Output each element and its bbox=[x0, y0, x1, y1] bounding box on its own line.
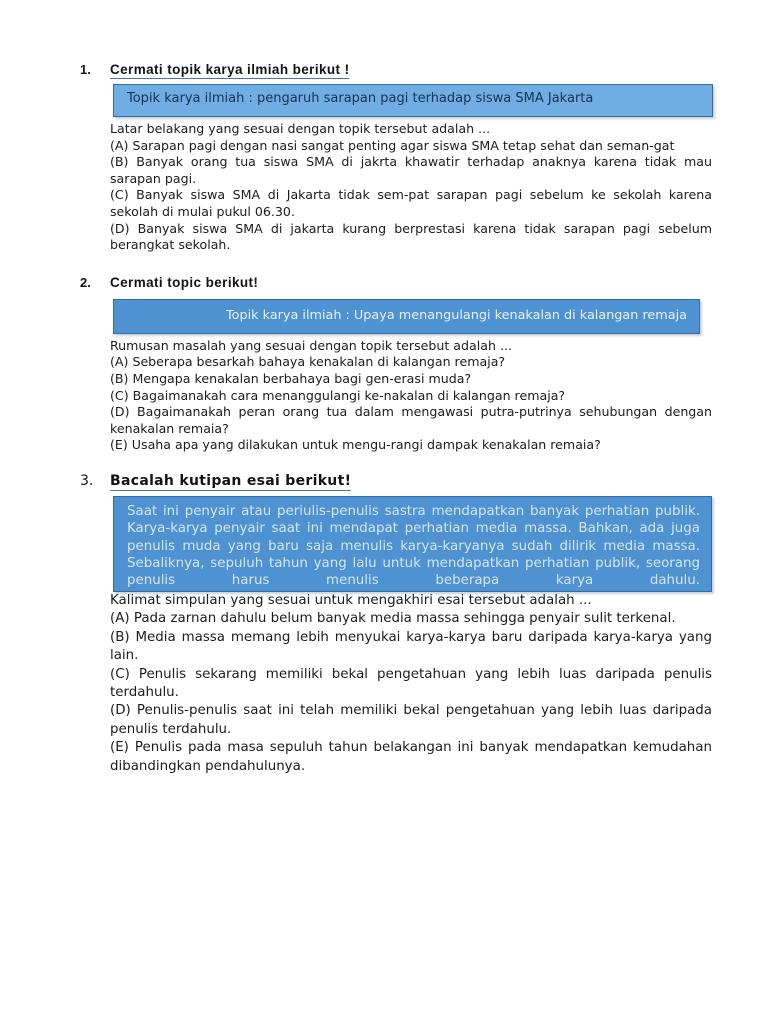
question-2-topic-callout bbox=[113, 299, 700, 334]
question-block-3 bbox=[80, 473, 712, 776]
question-2-heading bbox=[80, 275, 712, 290]
question-3-option-e: (E) Penulis pada masa sepuluh tahun belakangan ini banyak mendapatkan kemudahan dibandingkan pendahulunya. bbox=[110, 740, 712, 774]
question-2-option-b: (B) Mengapa kenakalan berbahaya bagi gen-erasi muda? bbox=[110, 370, 472, 386]
question-1-topic-text: Topik karya ilmiah : pengaruh sarapan pagi terhadap siswa SMA Jakarta bbox=[127, 91, 594, 106]
question-1-topic-callout bbox=[113, 84, 713, 117]
question-2-title: Cermati topic berikut! bbox=[110, 274, 259, 290]
question-2-option-e: (E) Usaha apa yang dilakukan untuk mengu-rangi dampak kenakalan remaia? bbox=[110, 437, 601, 453]
question-3-essay-text: Saat ini penyair atau periulis-penulis sastra mendapatkan banyak perhatian publik. Karya-karya penyair saat ini mendapat perhatian media massa. Bahkan, ada juga penulis muda yang baru saja menulis karya-karyanya sudah dilirik media massa. Sebaliknya, sepuluh tahun yang lalu untuk mendapatkan perhatian publik, seorang penulis harus menulis beberapa karya dahulu. bbox=[127, 503, 700, 589]
question-1-option-c: (C) Banyak siswa SMA di Jakarta tidak sem-pat sarapan pagi sebelum ke sekolah karena sekolah di mulai pukul 06.30. bbox=[110, 187, 712, 219]
question-3-title: Bacalah kutipan esai berikut! bbox=[110, 472, 352, 489]
question-3-option-d: (D) Penulis-penulis saat ini telah memiliki bekal pengetahuan yang lebih luas daripada penulis terdahulu. bbox=[110, 703, 712, 737]
question-3-number: 3. bbox=[80, 472, 94, 489]
question-1-option-b: (B) Banyak orang tua siswa SMA di jakrta khawatir terhadap anaknya karena tidak mau sarapan pagi. bbox=[110, 154, 712, 186]
question-3-prompt: Kalimat simpulan yang sesuai untuk mengakhiri esai tersebut adalah ... bbox=[110, 592, 592, 608]
question-2-prompt: Rumusan masalah yang sesuai dengan topik tersebut adalah ... bbox=[110, 337, 512, 353]
question-1-option-d: (D) Banyak siswa SMA di jakarta kurang berprestasi karena tidak sarapan pagi sebelum berangkat sekolah. bbox=[110, 220, 712, 253]
spacer bbox=[80, 254, 712, 275]
question-2-option-d: (D) Bagaimanakah peran orang tua dalam mengawasi putra-putrinya sehubungan dengan kenakalan remaia? bbox=[110, 404, 712, 436]
question-2-option-a: (A) Seberapa besarkah bahaya kenakalan di kalangan remaja? bbox=[110, 354, 506, 370]
question-3-essay-callout bbox=[113, 496, 712, 592]
question-2-topic-text: Topik karya ilmiah : Upaya menangulangi kenakalan di kalangan remaja bbox=[226, 307, 687, 323]
question-2-option-c: (C) Bagaimanakah cara menanggulangi ke-nakalan di kalangan remaja? bbox=[110, 387, 566, 403]
question-3-option-b: (B) Media massa memang lebih menyukai karya-karya baru daripada karya-karya yang lain. bbox=[110, 629, 712, 664]
question-block-2 bbox=[80, 275, 712, 454]
spacer bbox=[80, 454, 712, 473]
question-3-body bbox=[110, 592, 712, 776]
question-3-heading bbox=[80, 473, 712, 491]
question-1-body bbox=[110, 121, 712, 254]
question-3-option-c: (C) Penulis sekarang memiliki bekal pengetahuan yang lebih luas daripada penulis terdahulu. bbox=[110, 666, 712, 700]
question-1-prompt: Latar belakang yang sesuai dengan topik tersebut adalah ... bbox=[110, 121, 491, 136]
question-1-title: Cermati topik karya ilmiah berikut ! bbox=[110, 62, 350, 77]
question-2-body bbox=[110, 338, 712, 454]
question-3-option-a: (A) Pada zarnan dahulu belum banyak media massa sehingga penyair sulit terkenal. bbox=[110, 611, 676, 627]
question-block-1 bbox=[80, 62, 712, 254]
question-1-heading bbox=[80, 62, 712, 79]
question-2-number: 2. bbox=[80, 274, 91, 290]
question-1-option-a: (A) Sarapan pagi dengan nasi sangat penting agar siswa SMA tetap sehat dan seman-gat bbox=[110, 137, 675, 153]
question-1-number: 1. bbox=[80, 62, 91, 77]
